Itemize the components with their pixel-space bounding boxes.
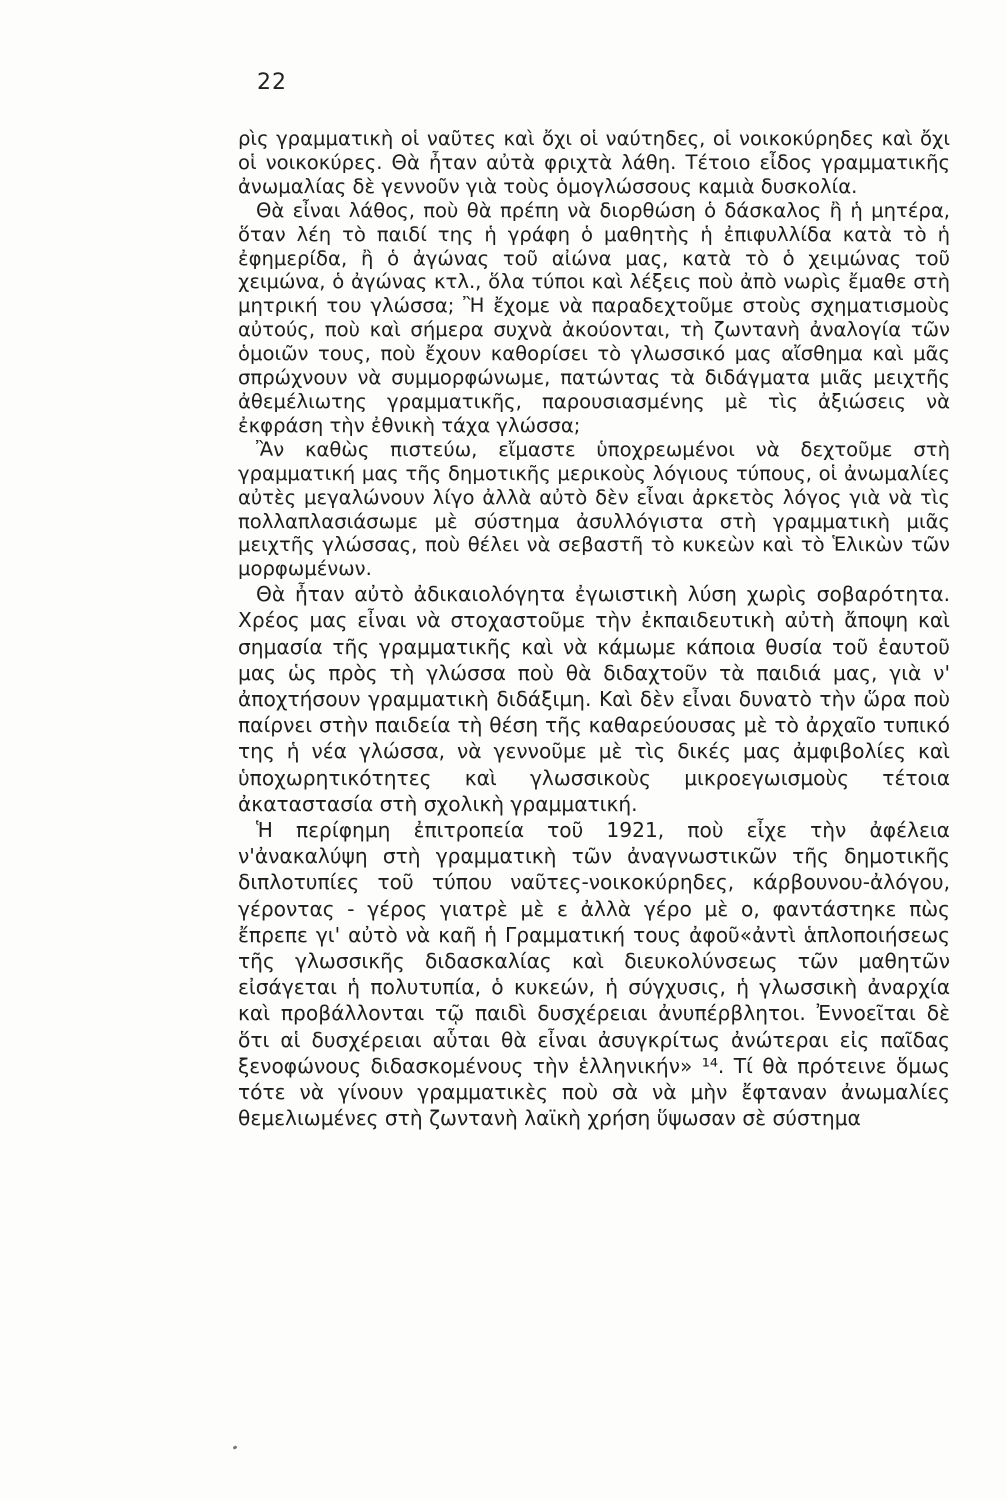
page-number: 22 [257, 70, 287, 95]
paragraph: Ἡ περίφημη ἐπιτροπεία τοῦ 1921, ποὺ εἶχε τὴν ἀφέλεια ν'ἀνακαλύψη στὴ γραμματικὴ τῶν ἀναγνωστικῶν τῆς δημοτικῆς διπλοτυπίες τοῦ τύπου ναῦτες-νοικοκύρηδες, κάρβουνου-ἀλόγου, γέροντας - γέρος γιατρὲ μὲ ε ἀλλὰ γέρο μὲ ο, φαντάστηκε πὼς ἔπρεπε γι' αὐτὸ νὰ καῆ ἡ Γραμματική τους ἀφοῦ«ἀντὶ ἁπλοποιήσεως τῆς γλωσσικῆς διδασκαλίας καὶ διευκολύνσεως τῶν μαθητῶν εἰσάγεται ἡ πολυτυπία, ὁ κυκεών, ἡ σύγχυσις, ἡ γλωσσικὴ ἀναρχία καὶ προβάλλονται τῷ παιδὶ δυσχέρειαι ἀνυπέρβλητοι. Ἐννοεῖται δὲ ὅτι αἱ δυσχέρειαι αὗται θὰ εἶναι ἀσυγκρίτως ἀνώτεραι εἰς παῖδας ξενοφώνους διδασκομένους τὴν ἑλληνικήν» ¹⁴. Τί θὰ πρότεινε ὅμως τότε νὰ γίνουν γραμματικὲς ποὺ σὰ νὰ μὴν ἔφταναν ἀνωμαλίες θεμελιωμένες στὴ ζωντανὴ λαϊκὴ χρήση ὕψωσαν σὲ σύστημα [238, 818, 950, 1131]
scan-speck [233, 1445, 238, 1450]
paragraph: Θὰ ἦταν αὐτὸ ἀδικαιολόγητα ἐγωιστικὴ λύση χωρὶς σοβαρότητα. Χρέος μας εἶναι νὰ στοχαστοῦμε τὴν ἐκπαιδευτικὴ αὐτὴ ἄποψη καὶ σημασία τῆς γραμματικῆς καὶ νὰ κάμωμε κάποια θυσία τοῦ ἑαυτοῦ μας ὡς πρὸς τὴ γλώσσα ποὺ θὰ διδαχτοῦν τὰ παιδιά μας, γιὰ ν' ἀποχτήσουν γραμματικὴ διδάξιμη. Καὶ δὲν εἶναι δυνατὸ τὴν ὥρα ποὺ παίρνει στὴν παιδεία τὴ θέση τῆς καθαρεύουσας μὲ τὸ ἀρχαῖο τυπικό της ἡ νέα γλώσσα, νὰ γεννοῦμε μὲ τὶς δικές μας ἀμφιβολίες καὶ ὑποχωρητικότητες καὶ γλωσσικοὺς μικροεγωισμοὺς τέτοια ἀκαταστασία στὴ σχολικὴ γραμματική. [238, 582, 950, 816]
paragraph: ρὶς γραμματικὴ οἱ ναῦτες καὶ ὄχι οἱ ναύτηδες, οἱ νοικοκύρηδες καὶ ὄχι οἱ νοικοκύρες. Θὰ ἦταν αὐτὰ φριχτὰ λάθη. Τέτοιο εἶδος γραμματικῆς ἀνωμαλίας δὲ γεννοῦν γιὰ τοὺς ὁμογλώσσους καμιὰ δυσκολία. [238, 127, 950, 198]
body-text [238, 127, 950, 1131]
paragraph: Θὰ εἶναι λάθος, ποὺ θὰ πρέπη νὰ διορθώση ὁ δάσκαλος ἢ ἡ μητέρα, ὅταν λέη τὸ παιδί της ἡ γράφη ὁ μαθητὴς ἡ ἐπιφυλλίδα κατὰ τὸ ἡ ἐφημερίδα, ἢ ὁ ἀγώνας τοῦ αἰώνα μας, κατὰ τὸ ὁ χειμώνας τοῦ χειμώνα, ὁ ἀγώνας κτλ., ὅλα τύποι καὶ λέξεις ποὺ ἀπὸ νωρὶς ἔμαθε στὴ μητρική του γλώσσα; Ἢ ἔχομε νὰ παραδεχτοῦμε στοὺς σχηματισμοὺς αὐτούς, ποὺ καὶ σήμερα συχνὰ ἀκούονται, τὴ ζωντανὴ ἀναλογία τῶν ὁμοιῶν τους, ποὺ ἔχουν καθορίσει τὸ γλωσσικό μας αἴσθημα καὶ μᾶς σπρώχνουν νὰ συμμορφώνωμε, πατώντας τὰ διδάγματα μιᾶς μειχτῆς ἀθεμέλιωτης γραμματικῆς, παρουσιασμένης μὲ τὶς ἀξιώσεις νὰ ἐκφράση τὴν ἐθνικὴ τάχα γλώσσα; [238, 198, 950, 437]
paragraph: Ἂν καθὼς πιστεύω, εἴμαστε ὑποχρεωμένοι νὰ δεχτοῦμε στὴ γραμματική μας τῆς δημοτικῆς μερικοὺς λόγιους τύπους, οἱ ἀνωμαλίες αὐτὲς μεγαλώνουν λίγο ἀλλὰ αὐτὸ δὲν εἶναι ἀρκετὸς λόγος γιὰ νὰ τὶς πολλαπλασιάσωμε μὲ σύστημα ἀσυλλόγιστα στὴ γραμματικὴ μιᾶς μειχτῆς γλώσσας, ποὺ θέλει νὰ σεβαστῆ τὸ κυκεὼν καὶ τὸ Ἑλικὼν τῶν μορφωμένων. [238, 437, 950, 581]
